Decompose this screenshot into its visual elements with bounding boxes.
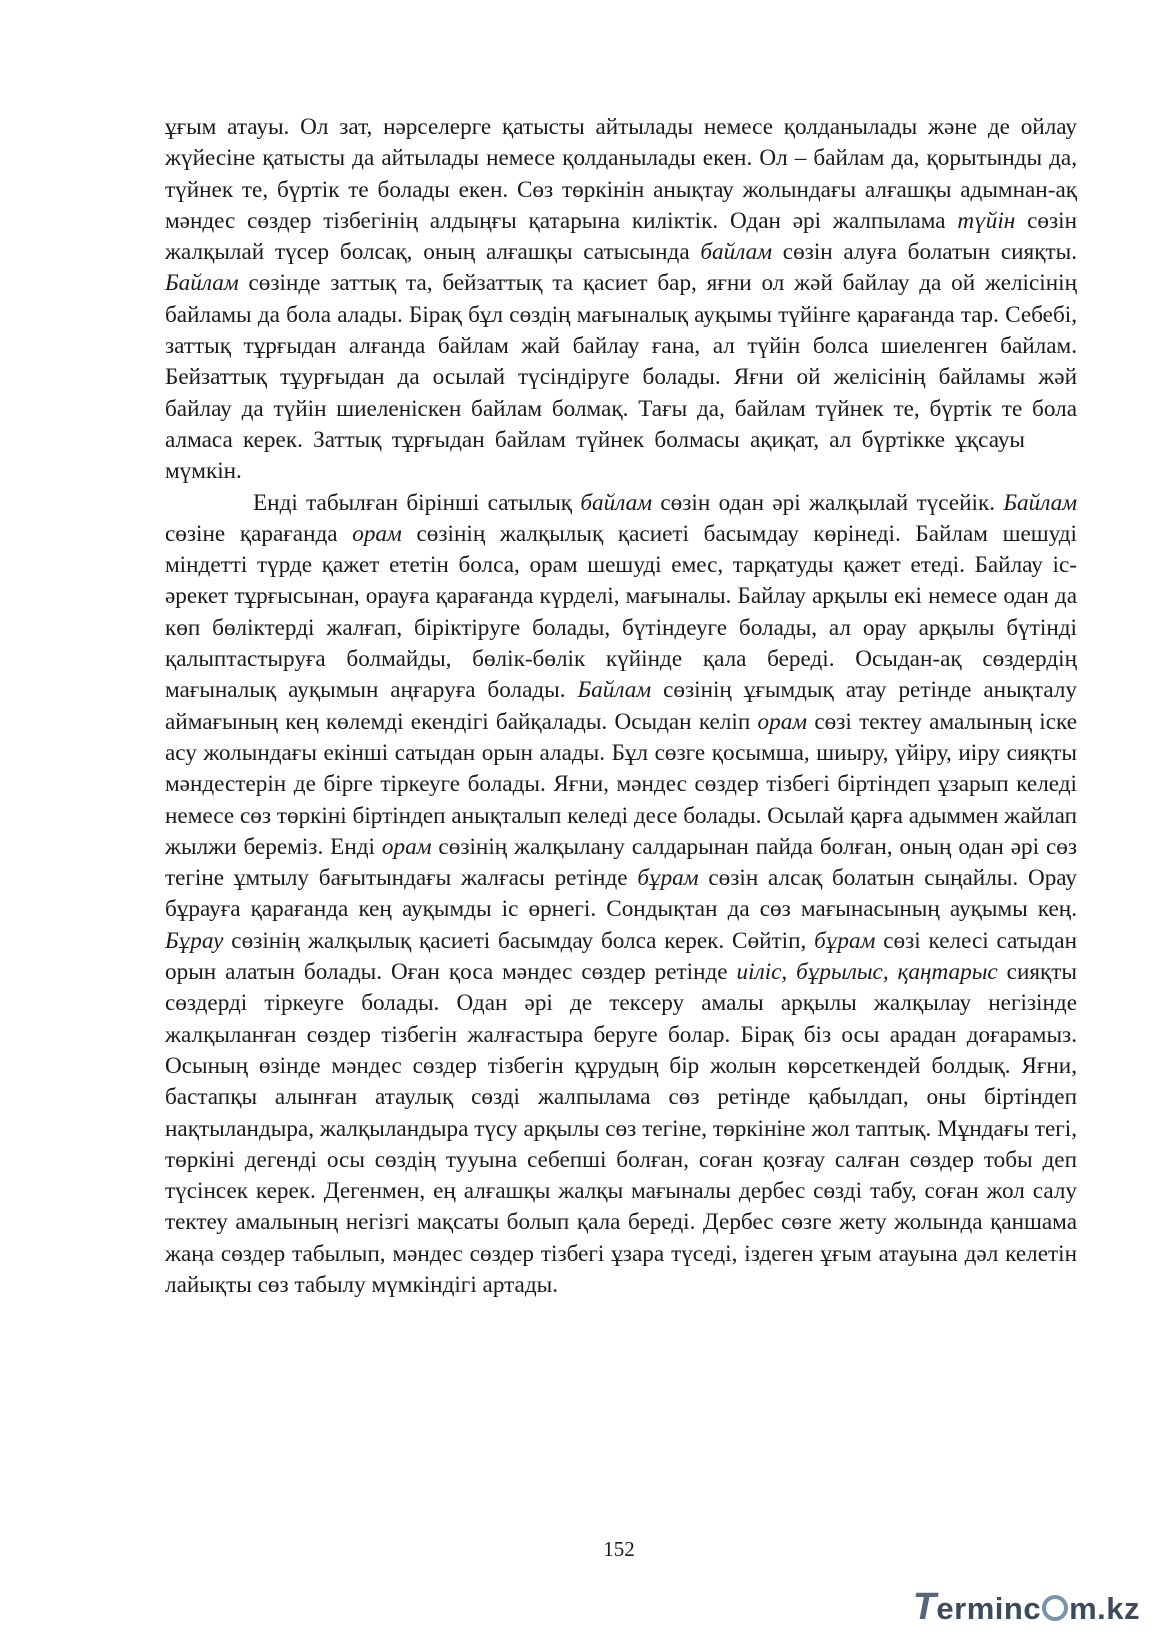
text-run: сөзінің жалқылық қасиеті басымдау көрінеді. Байлам шешуді міндетті түрде қажет ететін болса, орам шешуді емес, тарқатуды қажет етеді. Байлау іс-әрекет тұрғысынан, орауға қарағанда күрделі, мағыналы. Байлау арқылы екі немесе одан да көп бөліктерді жалғап, біріктіруге болады, бүтіндеуге болады, ал орау арқылы бүтінді қалыптастыруға болмайды, бөлік-бөлік күйінде қала береді. Осыдан-ақ сөздердің мағыналық ауқымын аңғаруға болады.	[165, 520, 1077, 704]
text-run: сөзі тектеу амалының іске асу жолындағы екінші сатыдан орын алады. Бұл сөзге қосымша, шиыру, үйіру, иіру сияқты мәндестерін де бірге тіркеуге болады. Яғни, мәндес сөздер тізбегі біртіндеп ұзарып келеді немесе сөз төркіні біртіндеп анықталып келеді десе болады. Осылай қарға адыммен жайлап жылжи береміз. Енді	[165, 708, 1077, 860]
italic-term: түйін	[957, 207, 1016, 234]
text-run: сөзінің жалқылану салдарынан пайда болған, оның одан әрі сөз тегіне ұмтылу бағытындағы жалғасы ретінде	[165, 833, 1077, 892]
text-run: сөзі келесі сатыдан орын алатын болады. Оған қоса мәндес сөздер ретінде	[165, 927, 1077, 986]
text-run: сөзінің жалқылық қасиеті басымдау болса керек. Сөйтіп,	[223, 927, 815, 954]
text-run: сөзінің ұғымдық атау ретінде анықталу аймағының кең көлемді екендігі байқалады. Осыдан келіп	[165, 677, 1077, 735]
text-run: сөзінде заттық та, бейзаттық та қасиет бар, яғни ол жәй байлау да ой желісінің байламы да бола алады. Бірақ бұл сөздің мағыналық ауқымы түйінге қарағанда тар. Себебі, заттық тұрғыдан алғанда байлам жай байлау ғана, ал түйін болса шиеленген байлам. Бейзаттық тұурғыдан да осылай түсіндіруге болады. Яғни ой желісінің байламы жәй байлау да түйін шиеленіскен байлам болмақ. Тағы да, байлам түйнек те, бүртік те бола алмаса керек. Заттық тұрғыдан байлам түйнек болмасы ақиқат, ал бүртікке ұқсауы	[165, 270, 1077, 453]
italic-term: Байлам	[577, 677, 652, 704]
italic-term: байлам	[700, 239, 773, 266]
watermark-logo	[913, 1586, 1140, 1629]
italic-term: орам	[757, 708, 808, 735]
text-run: сөзін алсақ болатын сыңайлы. Орау бұрауға қарағанда кең ауқымды іс өрнегі. Сондықтан да сөз мағынасының ауқымы кең.	[165, 865, 1077, 923]
text-run: ұғым атауы. Ол зат, нәрселерге қатысты айтылады немесе қолданылады және де ойлау жүйесіне қатысты да айтылады немесе қолданылады екен. Ол – байлам да, қорытынды да, түйнек те, бүртік те болады екен. Сөз төркінін анықтау жолындағы алғашқы адымнан-ақ мәндес сөздер тізбегінің алдыңғы қатарына киліктік. Одан әрі жалпылама	[165, 114, 1077, 234]
italic-term: Бұрау	[165, 927, 224, 954]
text-run: сөзін жалқылай түсер болсақ, оның алғашқы сатысында	[165, 207, 1077, 266]
italic-term: орам	[352, 520, 402, 547]
text-run: Енді табылған бірінші сатылық	[253, 489, 581, 516]
italic-term: бұрам	[814, 927, 876, 954]
italic-term: байлам	[580, 489, 653, 516]
paragraph	[165, 488, 1077, 1302]
text-run: мүмкін.	[165, 458, 242, 485]
italic-term: Байлам	[1003, 489, 1077, 516]
page-number: 152	[603, 1537, 635, 1561]
watermark-text: erminc	[936, 1591, 1042, 1626]
text-run: сияқты сөздерді тіркеуге болады. Одан әрі де тексеру амалы арқылы жалқылау негізінде жалқыланған сөздер тізбегін жалғастыра беруге болар. Бірақ біз осы арадан доғарамыз. Осының өзінде мәндес сөздер тізбегін құрудың бір жолын көрсеткендей болдық. Яғни, бастапқы алынған атаулық сөзді жалпылама сөз ретінде қабылдап, оны біртіндеп нақтыландыра, жалқыландыра түсу арқылы сөз тегіне, төркініне жол таптық. Мұндағы тегі, төркіні дегенді осы сөздің тууына себепші болған, соған қозғау салған сөздер тобы деп түсінсек керек. Дегенмен, ең алғашқы жалқы мағыналы дербес сөзді табу, соған жол салу тектеу амалының негізгі мақсаты болып қала береді. Дербес сөзге жету жолында қаншама жаңа сөздер табылып, мәндес сөздер тізбегі ұзара түседі, іздеген ұғым атауына дәл келетін лайықты сөз табылу мүмкіндігі артады.	[165, 959, 1077, 1298]
text-run: сөзіне қарағанда	[165, 520, 353, 547]
body-text	[165, 112, 1077, 1301]
paragraph	[165, 112, 1077, 488]
italic-term: иіліс, бұрылыс, қаңтарыс	[736, 959, 998, 986]
watermark-letter: T	[912, 1586, 937, 1628]
italic-term: Байлам	[165, 270, 239, 297]
text-run: сөзін одан әрі жалқылай түсейік.	[652, 489, 1004, 516]
watermark-o-icon	[1042, 1595, 1068, 1621]
italic-term: бұрам	[637, 865, 699, 892]
text-run: сөзін алуға болатын сияқты.	[772, 239, 1077, 266]
italic-term: орам	[381, 833, 432, 860]
watermark-text: m.kz	[1069, 1591, 1140, 1626]
